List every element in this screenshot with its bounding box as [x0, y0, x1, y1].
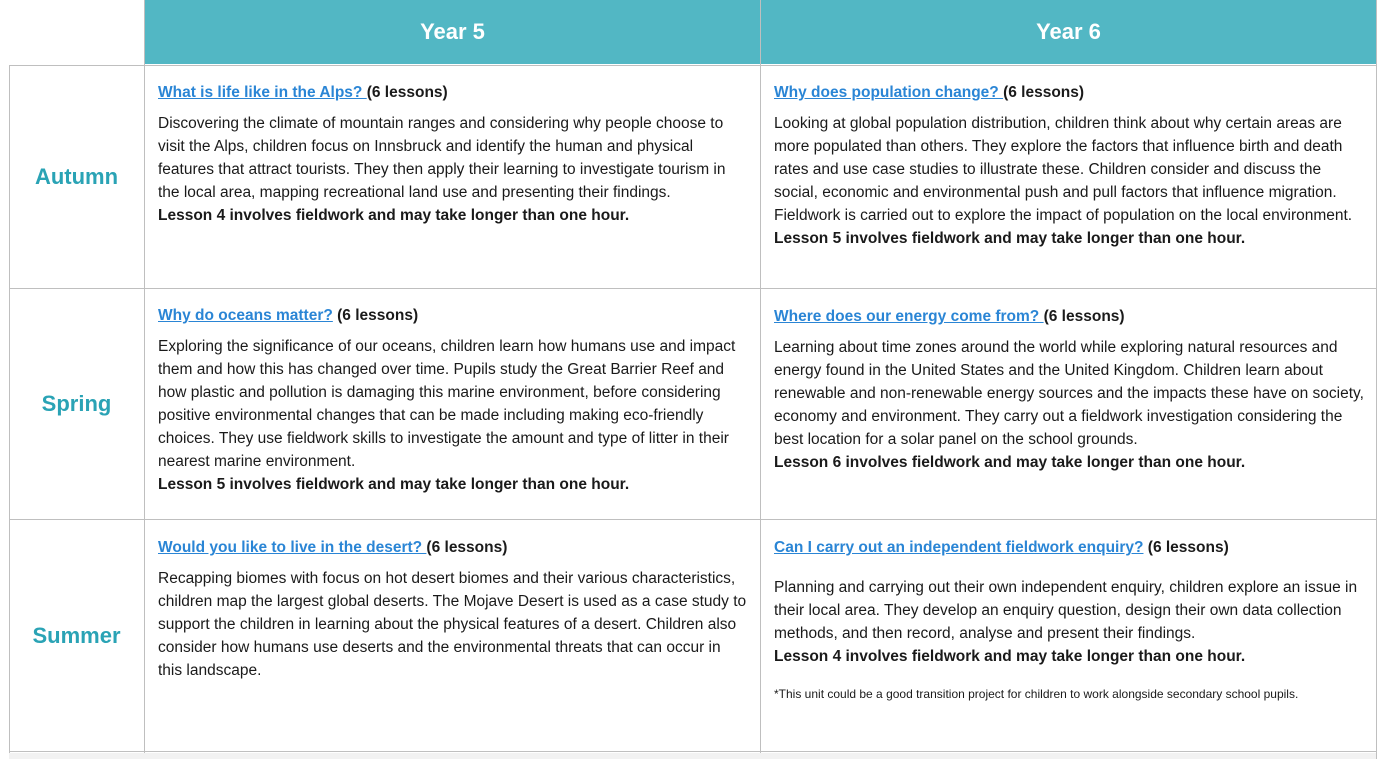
lesson-count: (6 lessons) [366, 84, 448, 101]
grid-line [9, 519, 1376, 520]
term-summer: Summer [32, 622, 121, 648]
lesson-count: (6 lessons) [1003, 84, 1085, 101]
fieldwork-note: Lesson 6 involves fieldwork and may take longer than one hour. [774, 454, 1246, 471]
grid-line [9, 751, 1376, 752]
cell-spring-year6 [761, 305, 1376, 474]
lesson-count: (6 lessons) [332, 307, 419, 324]
fieldwork-note: Lesson 4 involves fieldwork and may take longer than one hour. [158, 207, 630, 224]
unit-link[interactable]: Why do oceans matter? [158, 307, 333, 324]
lesson-count: (6 lessons) [426, 539, 508, 556]
unit-description: Looking at global population distribution, children think about why certain areas are more populated than others. They explore the factors that influence birth and death rates and use case studies to illustrate these. Children consider and discuss the social, economic and environmental push and pull factors that influence migration. Fieldwork is carried out to explore the impact of population on the local environment. [774, 115, 1353, 224]
unit-link[interactable]: Where does our energy come from? [774, 308, 1044, 325]
unit-link[interactable]: Why does population change? [774, 84, 1004, 101]
unit-link[interactable]: Can I carry out an independent fieldwork enquiry? [774, 539, 1144, 556]
grid-line [9, 65, 1376, 66]
cell-autumn-year6 [761, 81, 1376, 250]
cell-spring-year5 [145, 304, 760, 496]
unit-description: Discovering the climate of mountain ranges and considering why people choose to visit the Alps, children focus on Innsbruck and identify the human and physical features that attract tourists. They then apply their learning to investigate tourism in the local area, mapping recreational land use and presenting their findings. [158, 115, 726, 201]
term-spring: Spring [41, 391, 112, 416]
unit-description: Learning about time zones around the world while exploring natural resources and energy found in the United States and the United Kingdom. Children learn about renewable and non-renewable energy sources and the impacts these have on society, economy and environment. They carry out a fieldwork investigation considering the best location for a solar panel on the school grounds. [774, 339, 1364, 448]
cell-summer-year6 [761, 536, 1376, 714]
unit-description: Recapping biomes with focus on hot desert biomes and their various characteristics, children map the largest global deserts. The Mojave Desert is used as a case study to support the children in learning about the physical features of a desert. Children also consider how humans use deserts and the environmental threats that can occur in this landscape. [158, 570, 747, 679]
fieldwork-note: Lesson 5 involves fieldwork and may take longer than one hour. [774, 230, 1246, 247]
lesson-count: (6 lessons) [1143, 539, 1229, 556]
grid-line [1376, 0, 1377, 759]
unit-link[interactable]: Would you like to live in the desert? [158, 539, 427, 556]
fieldwork-note: Lesson 4 involves fieldwork and may take longer than one hour. [774, 648, 1246, 665]
term-autumn: Autumn [34, 164, 119, 189]
grid-line [144, 0, 145, 65]
cell-summer-year5 [145, 536, 760, 682]
cell-autumn-year5 [145, 81, 760, 227]
unit-description: Exploring the significance of our oceans, children learn how humans use and impact them and how this has changed over time. Pupils study the Great Barrier Reef and how plastic and pollution is damaging this marine environment, before considering positive environmental changes that can be made including making eco-friendly choices. They use fieldwork skills to investigate the amount and type of litter in their nearest marine environment. [158, 338, 736, 470]
header-year-6: Year 6 [761, 0, 1376, 64]
grid-line [9, 288, 1376, 289]
fieldwork-note: Lesson 5 involves fieldwork and may take longer than one hour. [158, 476, 630, 493]
lesson-count: (6 lessons) [1043, 308, 1125, 325]
unit-link[interactable]: What is life like in the Alps? [158, 84, 367, 101]
footnote: *This unit could be a good transition project for children to work alongside secondary school pupils. [774, 687, 1299, 701]
header-year-5: Year 5 [145, 0, 760, 64]
unit-description: Planning and carrying out their own independent enquiry, children explore an issue in their local area. They develop an enquiry question, design their own data collection methods, and then record, analyse and present their findings. [774, 579, 1358, 642]
next-row-strip [9, 753, 1376, 759]
